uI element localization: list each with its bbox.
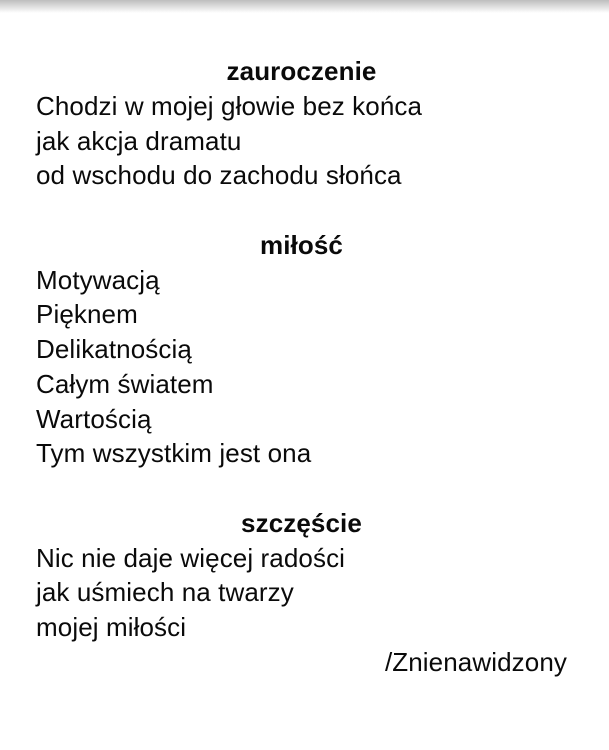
poem-line: Tym wszystkim jest ona: [36, 438, 312, 469]
poem-line: od wschodu do zachodu słońca: [36, 160, 402, 191]
poem-line: Nic nie daje więcej radości: [36, 542, 346, 573]
author-signature: /Znienawidzony: [384, 646, 567, 677]
poem-line: Chodzi w mojej głowie bez końca: [36, 90, 423, 121]
poem-section-szczescie: [36, 506, 567, 645]
poem-line: jak uśmiech na twarzy: [36, 577, 294, 608]
poem-line: Wartością: [36, 403, 152, 434]
poem-line: mojej miłości: [36, 612, 187, 642]
poem-line: Pięknem: [36, 299, 138, 330]
poem-line: Motywacją: [36, 264, 160, 295]
poem-line: jak akcja dramatu: [36, 125, 242, 156]
poem-title: szczęście: [241, 507, 362, 538]
poem-title: miłość: [260, 229, 343, 260]
poem-line: Delikatnością: [36, 334, 192, 364]
poem-title: zauroczenie: [226, 56, 377, 86]
poem-section-milosc: [36, 228, 567, 471]
poem-section-zauroczenie: [36, 54, 567, 193]
poem-line: Całym światem: [36, 368, 214, 399]
